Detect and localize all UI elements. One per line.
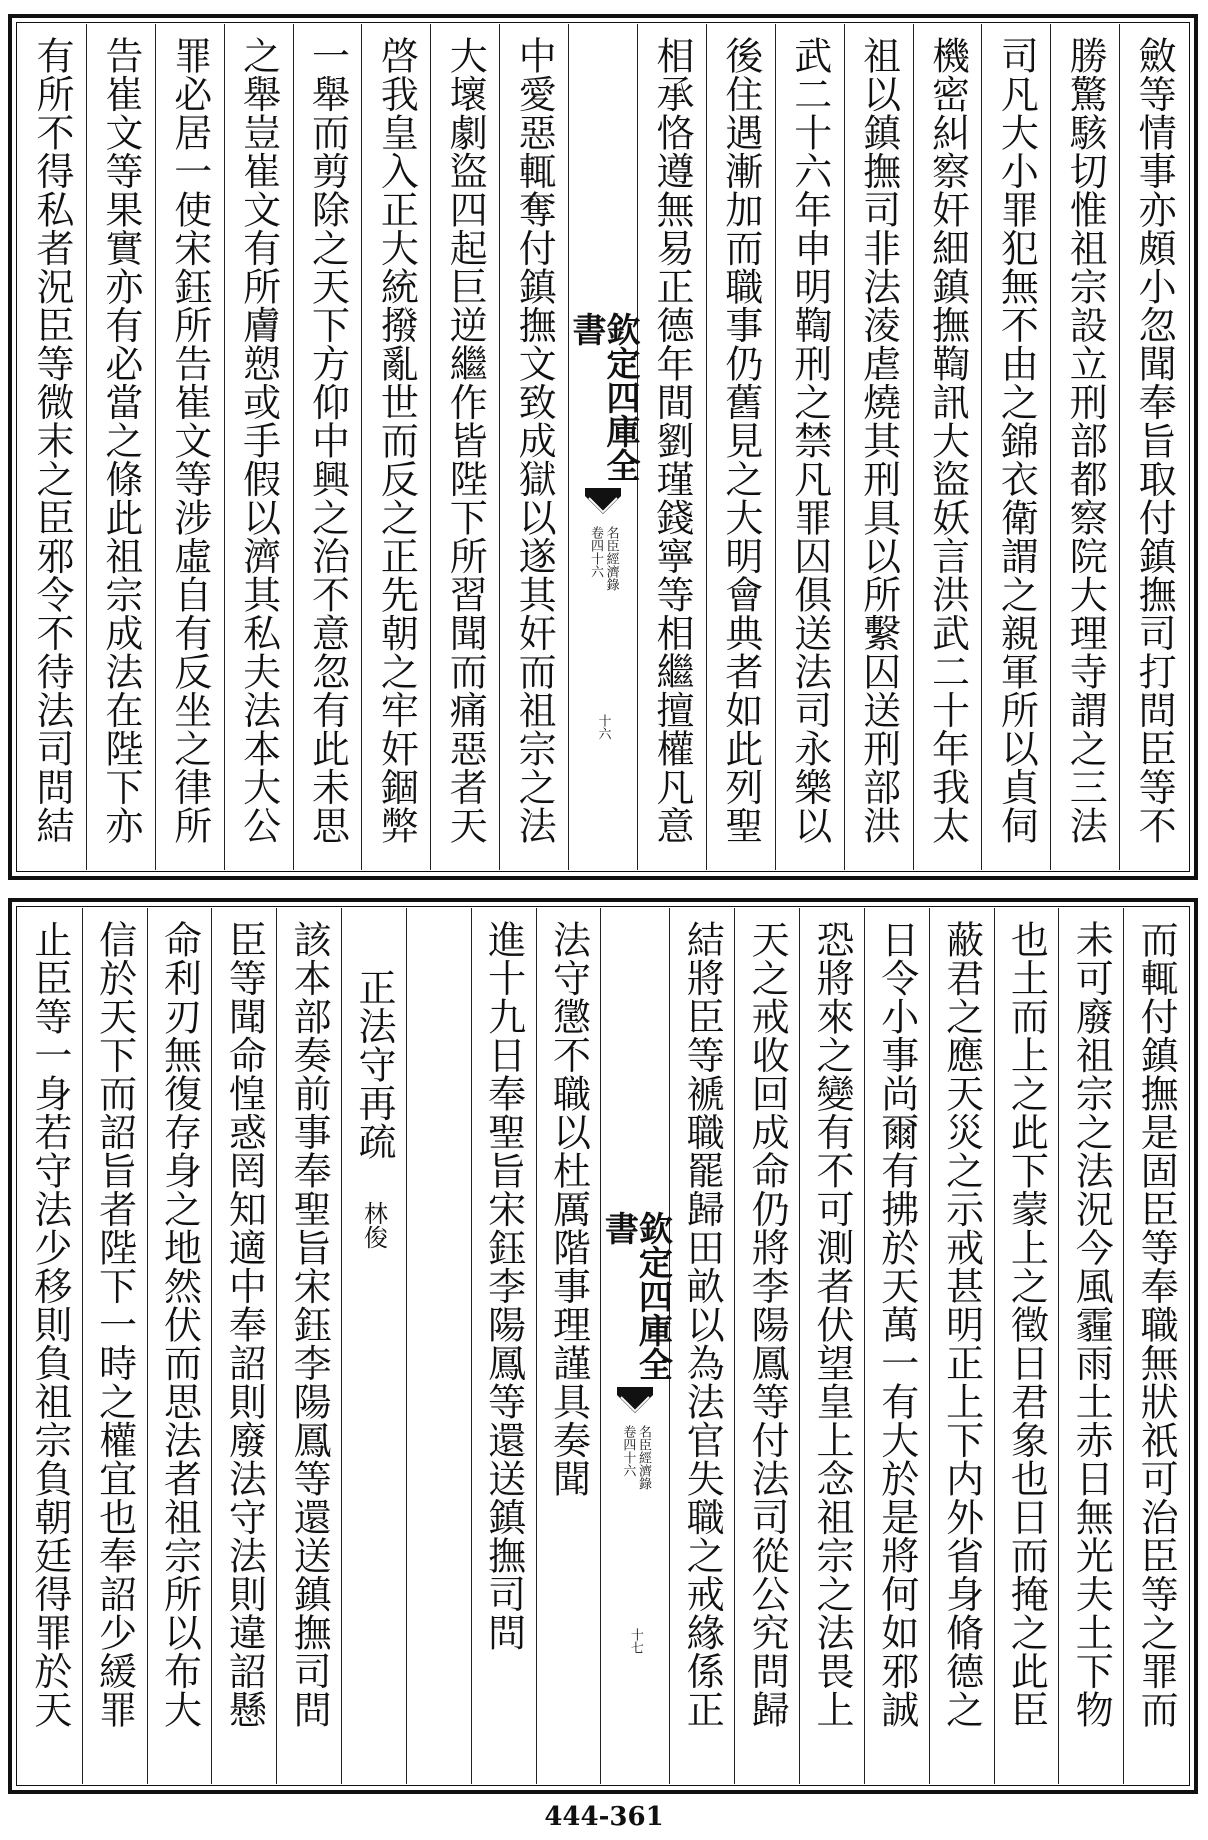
- text-column: [276, 908, 341, 1784]
- column-text: 後住遇漸加而職事仍舊見之大明會典者如此列聖: [718, 36, 763, 845]
- center-fold-column: [598, 908, 673, 1784]
- column-text: 有所不得私者況臣等微末之臣邪令不待法司問結: [29, 36, 74, 845]
- column-text: 臣等聞命惶惑罔知適中奉詔則廢法守法則違詔懸: [222, 920, 267, 1729]
- text-column: [844, 24, 913, 870]
- column-text: 勝驚駭切惟祖宗設立刑部都察院大理寺謂之三法: [1063, 36, 1108, 845]
- text-column: [536, 908, 601, 1784]
- column-text: 之舉豈崔文有所膚愬或手假以濟其私夫法本大公: [236, 36, 281, 845]
- text-column: [1050, 24, 1119, 870]
- column-text: 止臣等一身若守法少移則負祖宗負朝廷得罪於天: [27, 920, 72, 1729]
- column-text: 天之戒收回成命仍將李陽鳳等付法司從公究問歸: [745, 920, 790, 1729]
- text-column: [994, 908, 1059, 1784]
- column-text: 武二十六年申明鞫刑之禁凡罪囚俱送法司永樂以: [787, 36, 832, 845]
- volume-number: 卷四十六: [620, 1424, 636, 1477]
- text-column: [669, 908, 734, 1784]
- text-column: [913, 24, 982, 870]
- column-text: 該本部奏前事奉聖旨宋鈺李陽鳳等還送鎮撫司問: [287, 920, 332, 1729]
- column-text: 啓我皇入正大統撥亂世而反之正先朝之牢奸錮弊: [374, 36, 419, 845]
- text-column: [361, 24, 430, 870]
- text-column: [1058, 908, 1123, 1784]
- text-column: [224, 24, 293, 870]
- text-column: [18, 908, 82, 1784]
- top-half-page: [8, 14, 1198, 880]
- column-text: 機密糾察奸細鎮撫鞫訊大盜妖言洪武二十年我太: [925, 36, 970, 845]
- blank-column: [406, 908, 471, 1784]
- column-text: 法守懲不職以杜厲階事理謹具奏聞: [546, 920, 591, 1498]
- column-text: 告崔文等果實亦有必當之條此祖宗成法在陛下亦: [98, 36, 143, 845]
- text-column: [18, 24, 86, 870]
- book-title: 欽定四庫全書: [566, 311, 640, 482]
- column-text: 未可廢祖宗之法況今風霾雨土赤日無光夫土下物: [1069, 920, 1114, 1729]
- text-column: [211, 908, 276, 1784]
- memorial-title: 正法守再疏: [351, 968, 396, 1161]
- column-text: 祖以鎮撫司非法淩虐燒其刑具以所繫囚送刑部洪: [856, 36, 901, 845]
- leaf-number: 十六: [595, 714, 611, 740]
- text-column: [799, 908, 864, 1784]
- book-title: 欽定四庫全書: [598, 1210, 673, 1381]
- text-column: [82, 908, 147, 1784]
- text-column: [293, 24, 362, 870]
- section-title: 名臣經濟錄: [636, 1424, 652, 1490]
- text-column: [734, 908, 799, 1784]
- text-column: [775, 24, 844, 870]
- bottom-half-page: [8, 898, 1198, 1794]
- column-text: 罪必居一使宋鈺所告崔文等涉虛自有反坐之律所: [167, 36, 212, 845]
- column-text: 日令小事尚爾有拂於天萬一有大於是將何如邪誠: [874, 920, 919, 1729]
- text-column: [864, 908, 929, 1784]
- section-title: 名臣經濟錄: [603, 525, 619, 591]
- text-column: [929, 908, 994, 1784]
- text-column: [499, 24, 568, 870]
- column-text: 命利刃無復存身之地然伏而思法者祖宗所以布大: [157, 920, 202, 1729]
- column-text: 也土而上之此下蒙上之徵日君象也日而掩之此臣: [1004, 920, 1049, 1729]
- memorial-author: 林俊: [359, 1200, 388, 1249]
- section-volume: [588, 526, 617, 591]
- text-column: [155, 24, 224, 870]
- column-text: 司凡大小罪犯無不由之錦衣衛謂之親軍所以貞伺: [994, 36, 1039, 845]
- text-column: [471, 908, 536, 1784]
- text-column: [1123, 908, 1188, 1784]
- text-column: [981, 24, 1050, 870]
- text-column: [86, 24, 155, 870]
- column-text: 大壞劇盜四起巨逆繼作皆陛下所習聞而痛惡者天: [443, 36, 488, 845]
- column-text: 一舉而剪除之天下方仰中興之治不意忽有此未思: [305, 36, 350, 845]
- center-fold-column: [566, 24, 640, 870]
- text-column: [430, 24, 499, 870]
- column-text: 斂等情事亦頗小忽聞奉旨取付鎮撫司打問臣等不: [1132, 36, 1177, 845]
- column-text: 相承恪遵無易正德年間劉瑾錢寧等相繼擅權凡意: [649, 36, 694, 845]
- text-column: [147, 908, 212, 1784]
- column-text: 信於天下而詔旨者陛下一時之權宜也奉詔少緩罪: [92, 920, 137, 1729]
- column-text: 進十九日奉聖旨宋鈺李陽鳳等還送鎮撫司問: [481, 920, 526, 1652]
- memorial-title-column: [341, 908, 406, 1784]
- text-column: [706, 24, 775, 870]
- column-text: 恐將來之變有不可測者伏望皇上念祖宗之法畏上: [809, 920, 854, 1729]
- volume-number: 卷四十六: [588, 525, 603, 578]
- text-column: [1119, 24, 1188, 870]
- column-text: 蔽君之應天災之示戒甚明正上下内外省身脩德之: [939, 920, 984, 1729]
- column-text: 結將臣等褫職罷歸田畝以為法官失職之戒緣係正: [680, 920, 725, 1729]
- page-number: 444-361: [544, 1802, 664, 1832]
- text-column: [637, 24, 706, 870]
- fish-tail-mark-icon: [585, 488, 621, 518]
- fish-tail-mark-icon: [617, 1387, 653, 1417]
- column-text: 而輒付鎮撫是固臣等奉職無狀祇可治臣等之罪而: [1134, 920, 1179, 1729]
- leaf-number: 十七: [627, 1628, 643, 1654]
- column-text: 中愛惡輒奪付鎮撫文致成獄以遂其奸而祖宗之法: [512, 36, 557, 845]
- section-volume: [621, 1425, 650, 1490]
